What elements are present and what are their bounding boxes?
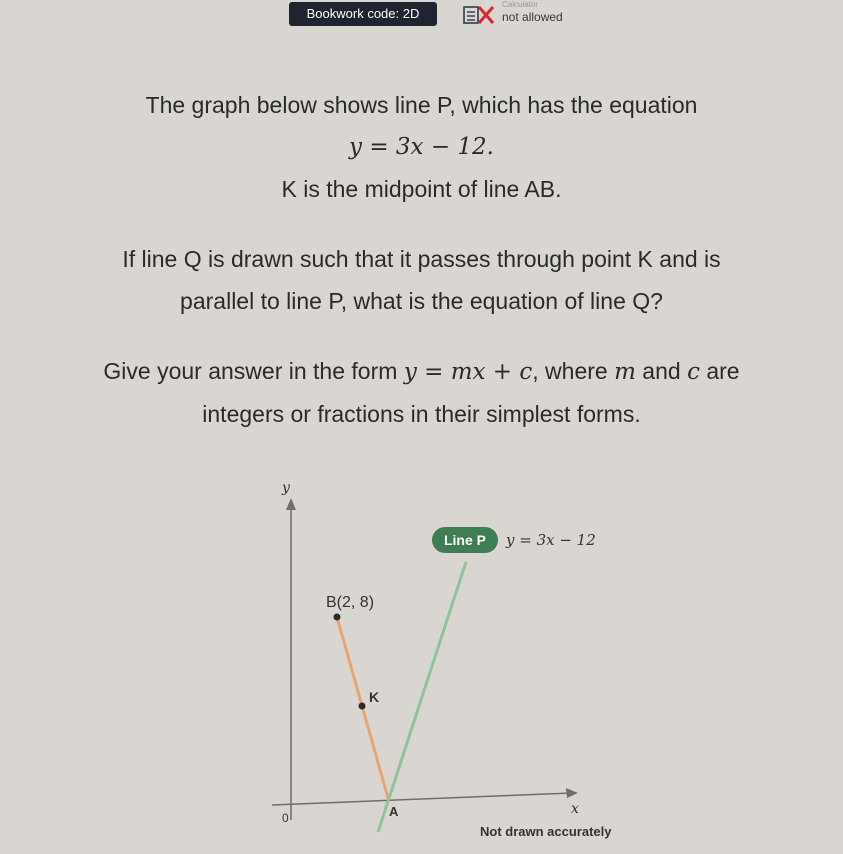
c-symbol: c [687,359,700,385]
graph-svg [0,440,843,854]
question-para3-line2: integers or fractions in their simplest forms. [202,401,641,427]
point-a-label: A [389,804,399,819]
point-b-label: B(2, 8) [326,594,375,611]
line-p-equation-text: y = 3x − 12. [349,134,494,160]
y-axis-arrow-icon [286,498,296,510]
question-para2-line1: If line Q is drawn such that it passes through point K and is [122,246,721,272]
origin-label: 0 [282,811,289,825]
calculator-not-allowed-icon [462,4,496,26]
bookwork-code-badge: Bookwork code: 2D [289,2,437,26]
question-para3-line1 [0,350,843,393]
line-p-equation-label: y = 3x − 12 [506,531,596,549]
x-axis-arrow-icon [566,788,578,798]
line-p [378,562,466,832]
point-k [359,703,366,710]
form-post: are [699,358,740,384]
y-axis-label: y [282,480,290,496]
form-mid: , where [532,358,615,384]
question-para2-line2: parallel to line P, what is the equation of line Q? [180,288,663,314]
x-axis-label: x [571,801,579,817]
calculator-status-text: not allowed [502,10,563,24]
answer-form: y = mx + c [403,359,533,385]
point-k-label: K [369,689,380,705]
graph-figure [0,440,843,854]
form-intro: Give your answer in the form [103,358,404,384]
question-line-3: K is the midpoint of line AB. [281,176,562,202]
question-text [0,84,843,435]
question-line-1: The graph below shows line P, which has the equation [145,92,698,118]
calculator-caption: Calculator [502,0,539,9]
x-axis [272,793,572,805]
top-bar [0,0,843,34]
line-p-badge-label: Line P [443,532,487,548]
point-b [334,614,341,621]
form-and: and [635,358,688,384]
m-symbol: m [614,359,636,385]
not-drawn-accurately-note: Not drawn accurately [480,824,612,839]
